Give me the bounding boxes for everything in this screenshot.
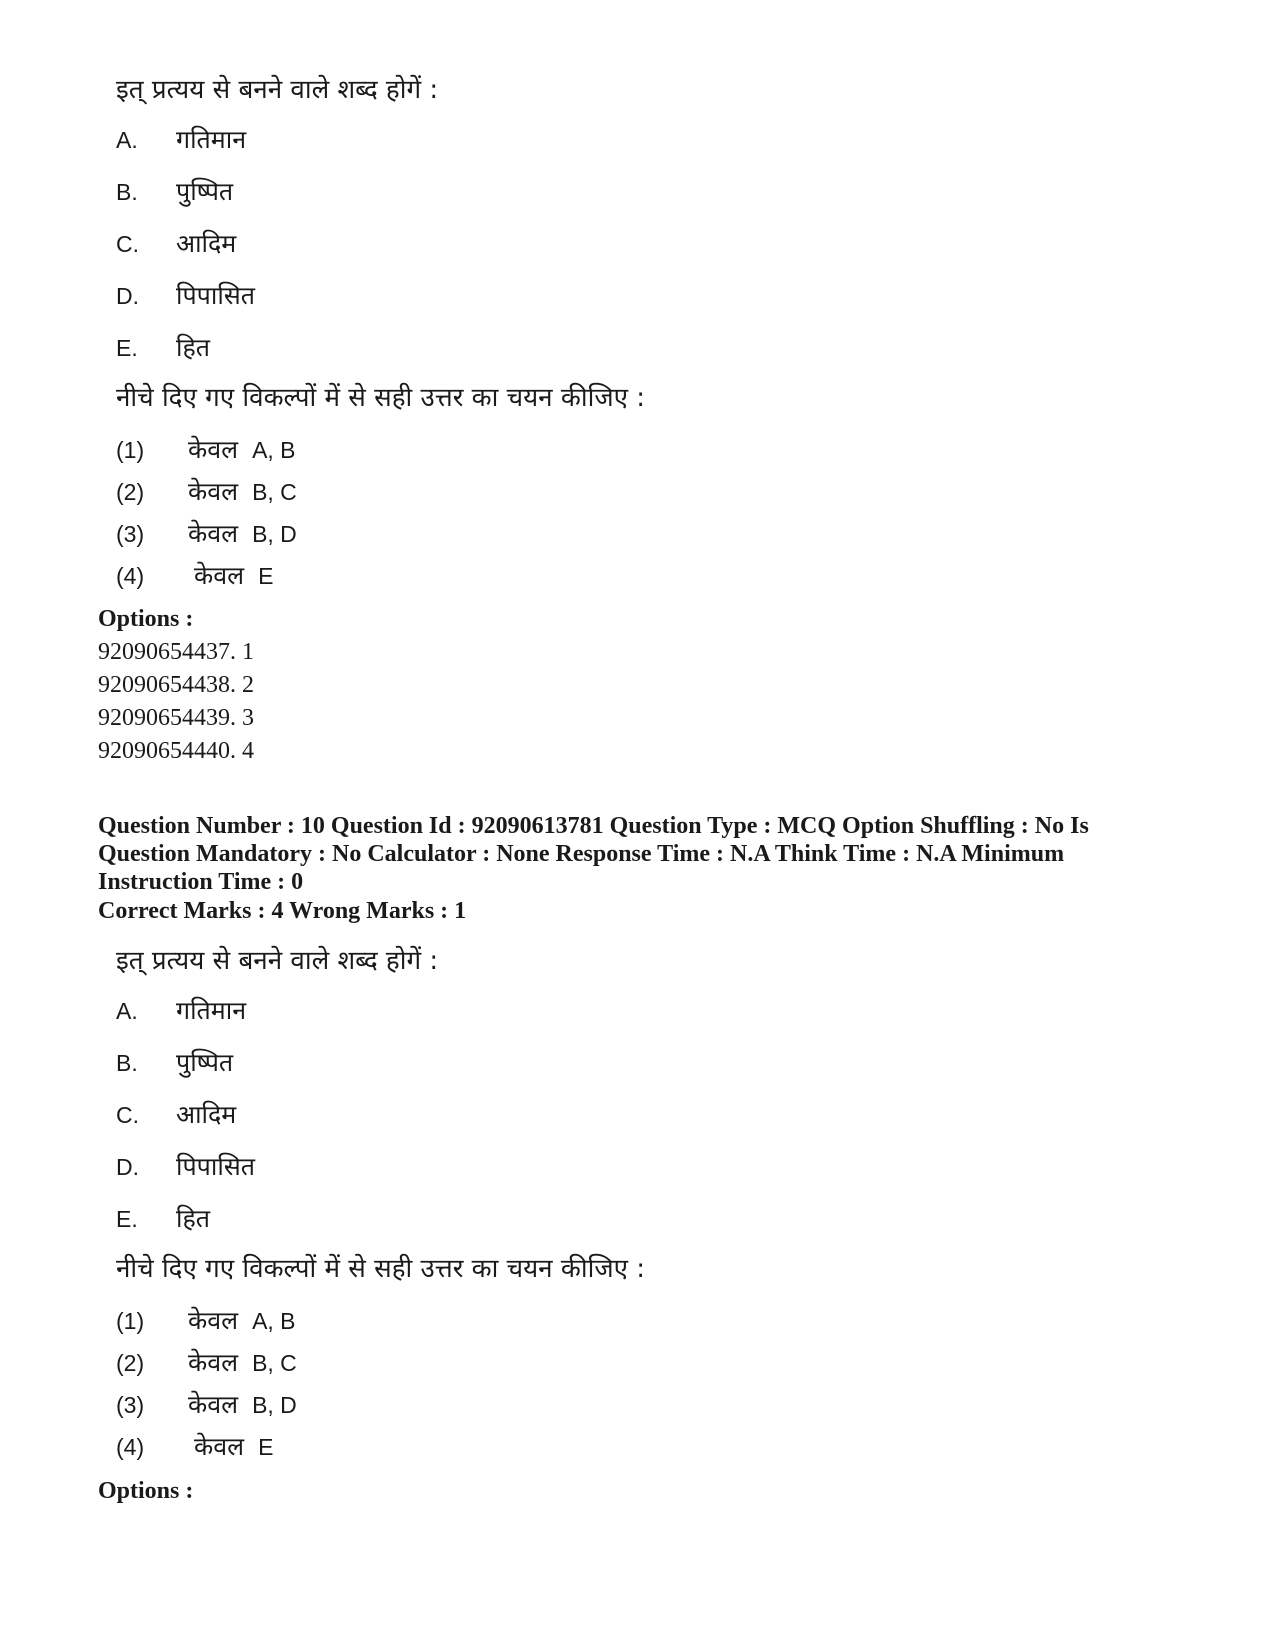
answer-choice-3 [116,516,297,550]
statement-d [116,278,255,312]
statement-text: पुष्पित [176,177,234,206]
statement-label: B. [116,179,138,205]
statement-text: गतिमान [176,996,247,1025]
choice-letters: E [258,1434,274,1460]
option-row: 92090654439. 3 [98,705,254,731]
question-meta-line: Question Number : 10 Question Id : 92090613781 Question Type : MCQ Option Shuffling : No Is [98,813,1089,839]
statement-label: E. [116,1206,138,1232]
choice-hindi: केवल [194,561,245,590]
question-stem: इत् प्रत्यय से बनने वाले शब्द होगें : [116,75,439,105]
statement-b [116,174,233,208]
choice-label: (3) [116,521,145,547]
statement-label: C. [116,231,139,257]
choice-letters: B, C [252,1350,297,1376]
question-marks: Correct Marks : 4 Wrong Marks : 1 [98,898,467,924]
question-block-9 [0,0,1275,506]
choice-hindi: केवल [188,1390,239,1419]
choice-letters: B, C [252,479,297,505]
choice-hindi: केवल [194,1432,245,1461]
choice-letters: A, B [252,437,296,463]
statement-a [116,122,246,156]
statement-text: पिपासित [176,1152,255,1181]
statement-text: आदिम [176,229,237,258]
choice-label: (2) [116,479,145,505]
answer-choice-2 [116,1345,297,1379]
choice-label: (4) [116,563,145,589]
answer-choice-4 [116,558,273,592]
question-stem: इत् प्रत्यय से बनने वाले शब्द होगें : [116,946,439,976]
statement-text: हित [176,1204,211,1233]
statement-text: पुष्पित [176,1048,234,1077]
statement-label: D. [116,1154,139,1180]
question-meta-line: Instruction Time : 0 [98,869,304,895]
statement-label: A. [116,998,138,1024]
statement-c [116,1097,236,1131]
choice-hindi: केवल [188,435,239,464]
answer-choice-3 [116,1387,297,1421]
option-row: 92090654438. 2 [98,672,254,698]
choice-letters: A, B [252,1308,296,1334]
choice-label: (2) [116,1350,145,1376]
choice-letters: B, D [252,1392,297,1418]
statement-text: हित [176,333,211,362]
choice-hindi: केवल [188,1306,239,1335]
choice-hindi: केवल [188,1348,239,1377]
options-heading: Options : [98,606,194,632]
statement-text: पिपासित [176,281,255,310]
statement-label: B. [116,1050,138,1076]
answer-choice-1 [116,1303,296,1337]
choice-label: (1) [116,437,145,463]
statement-e [116,330,210,364]
answer-choice-2 [116,474,297,508]
statement-e [116,1201,210,1235]
choice-letters: B, D [252,521,297,547]
choice-label: (1) [116,1308,145,1334]
question-instruction: नीचे दिए गए विकल्पों में से सही उत्तर का चयन कीजिए : [116,383,646,413]
statement-b [116,1045,233,1079]
question-meta-line: Question Mandatory : No Calculator : None Response Time : N.A Think Time : N.A Minimum [98,841,1065,867]
statement-label: C. [116,1102,139,1128]
choice-hindi: केवल [188,519,239,548]
statement-label: A. [116,127,138,153]
option-row: 92090654437. 1 [98,639,254,665]
choice-label: (4) [116,1434,145,1460]
statement-c [116,226,236,260]
statement-label: E. [116,335,138,361]
answer-choice-4 [116,1429,273,1463]
statement-d [116,1149,255,1183]
choice-label: (3) [116,1392,145,1418]
statement-label: D. [116,283,139,309]
option-row: 92090654440. 4 [98,738,254,764]
choice-hindi: केवल [188,477,239,506]
statement-text: गतिमान [176,125,247,154]
statement-a [116,993,246,1027]
question-instruction: नीचे दिए गए विकल्पों में से सही उत्तर का चयन कीजिए : [116,1254,646,1284]
answer-choice-1 [116,432,296,466]
options-heading: Options : [98,1478,194,1504]
statement-text: आदिम [176,1100,237,1129]
question-meta [98,812,1218,896]
choice-letters: E [258,563,274,589]
